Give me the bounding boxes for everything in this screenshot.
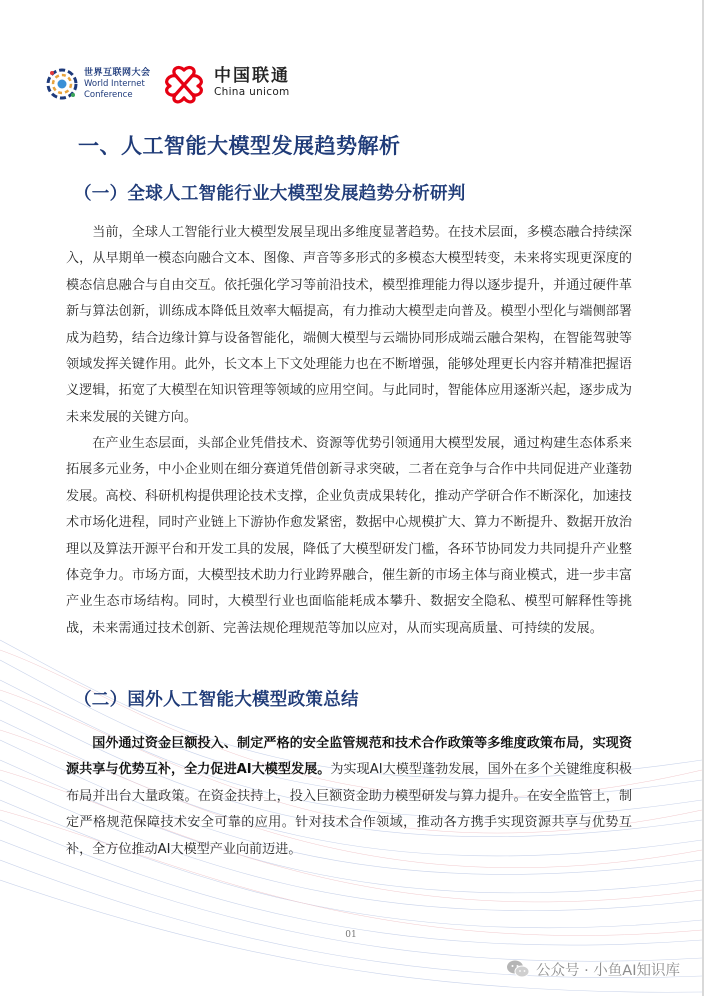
wic-name-en-line1: World Internet — [84, 79, 145, 89]
watermark — [506, 958, 680, 980]
wic-name-en-line2: Conference — [84, 90, 133, 100]
section-1-title: （一）全球人工智能行业大模型发展趋势分析研判 — [74, 184, 466, 204]
header-logos — [44, 62, 344, 108]
page-number: 01 — [345, 930, 357, 940]
section-1-paragraph-2: 在产业生态层面，头部企业凭借技术、资源等优势引领通用大模型发展，通过构建生态体系来拓展多元业务，中小企业则在细分赛道凭借创新寻求突破，二者在竞争与合作中共同促进产业蓬勃发展。高校、科研机构提供理论技术支撑，企业负责成果转化，推动产学研合作不断深化，加速技术市场化进程，同时产业链上下游协作愈发紧密，数据中心规模扩大、算力不断提升、数据开放治理以及算法开源平台和开发工具的发展，降低了大模型研发门槛，各环节协同发力共同提升产业整体竞争力。市场方面，大模型技术助力行业跨界融合，催生新的市场主体与商业模式，进一步丰富产业生态市场结构。同时，大模型行业也面临能耗成本攀升、数据安全隐私、模型可解释性等挑战，未来需通过技术创新、完善法规伦理规范等加以应对，从而实现高质量、可持续的发展。 — [66, 436, 632, 636]
china-unicom-name-en: China unicom — [214, 86, 290, 98]
wic-logo-icon — [44, 64, 80, 104]
section-2-lead-bold: 国外通过资金巨额投入、制定严格的安全监管规范和技术合作政策等多维度政策布局，实现资源共享与优势互补，全力促进AI大模型发展。 — [66, 736, 632, 778]
china-unicom-logo-icon — [160, 64, 208, 104]
wic-wordmark — [84, 68, 151, 101]
section-2-paragraph — [66, 731, 632, 863]
wechat-icon — [506, 959, 530, 979]
watermark-text: 公众号 · 小鱼AI知识库 — [535, 962, 680, 979]
china-unicom-wordmark — [214, 66, 290, 98]
section-2-title: （二）国外人工智能大模型政策总结 — [74, 690, 359, 710]
wic-name-cn: 世界互联网大会 — [84, 68, 151, 78]
chapter-title: 一、人工智能大模型发展趋势解析 — [78, 134, 401, 158]
section-2-body: 为实现AI大模型蓬勃发展，国外在多个关键维度积极布局并出台大量政策。在资金扶持上，投入巨额资金助力模型研发与算力提升。在安全监管上，制定严格规范保障技术安全可靠的应用。针对技术合作领域，推动各方携手实现资源共享与优势互补，全方位推动AI大模型产业向前迈进。 — [66, 762, 632, 857]
china-unicom-name-cn: 中国联通 — [214, 66, 290, 86]
section-1-paragraph-1: 当前，全球人工智能行业大模型发展呈现出多维度显著趋势。在技术层面，多模态融合持续深入，从早期单一模态向融合文本、图像、声音等多形式的多模态大模型转变，未来将实现更深度的模态信息融合与自由交互。依托强化学习等前沿技术，模型推理能力得以逐步提升，并通过硬件革新与算法创新，训练成本降低且效率大幅提高，有力推动大模型走向普及。模型小型化与端侧部署成为趋势，结合边缘计算与设备智能化，端侧大模型与云端协同形成端云融合架构，在智能驾驶等领域发挥关键作用。此外，长文本上下文处理能力也在不断增强，能够处理更长内容并精准把握语义逻辑，拓宽了大模型在知识管理等领域的应用空间。与此同时，智能体应用逐渐兴起，逐步成为未来发展的关键方向。 — [66, 225, 632, 425]
